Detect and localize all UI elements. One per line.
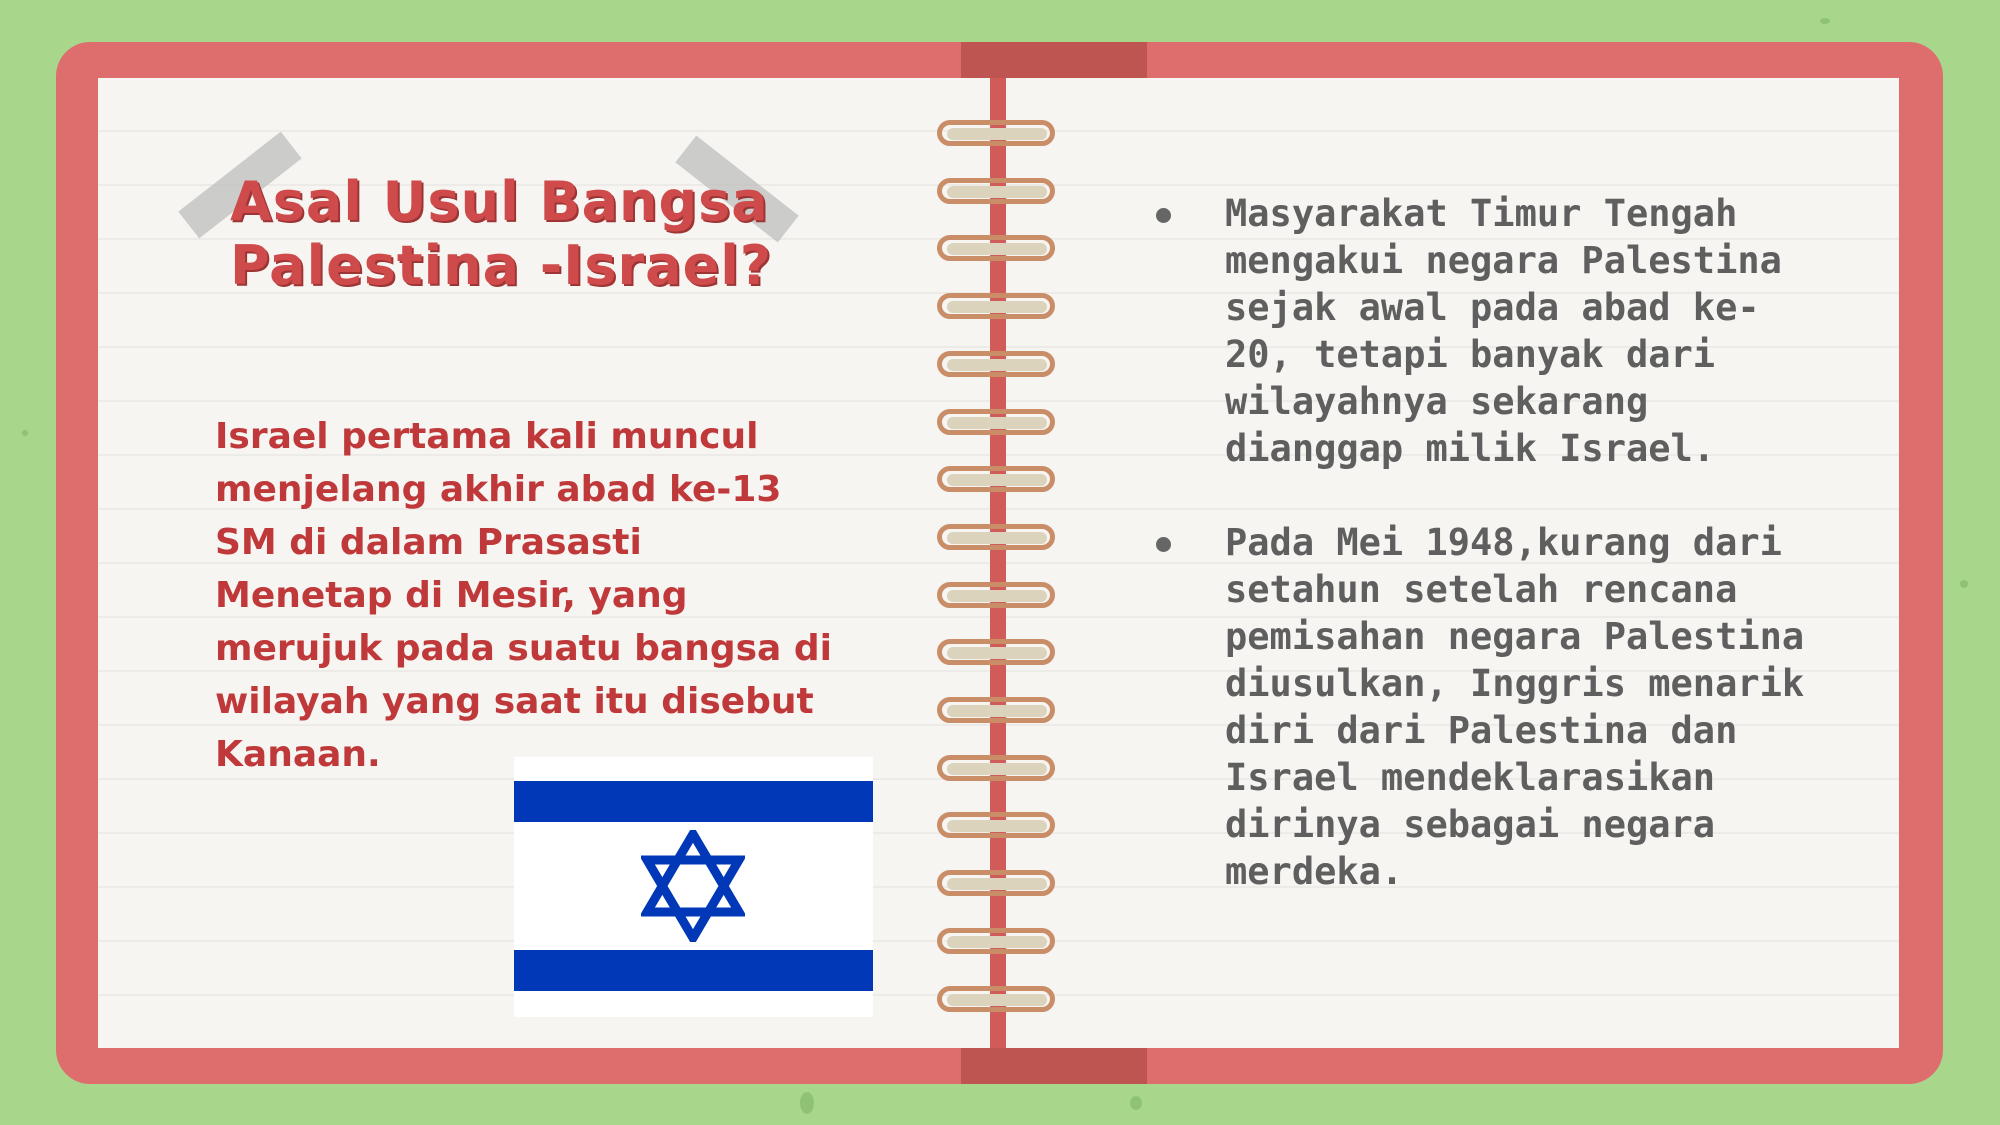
notebook-spine xyxy=(990,78,1006,1048)
bullet-dot-icon xyxy=(1156,208,1171,223)
paragraph-line: Menetap di Mesir, yang xyxy=(215,575,688,616)
list-item xyxy=(1150,519,1850,895)
bullet-line: sejak awal pada abad ke- xyxy=(1225,286,1760,329)
flag-stripe-bottom xyxy=(514,950,873,991)
cover-band-top xyxy=(961,42,1147,78)
spiral-ring-icon xyxy=(937,928,1059,958)
bullet-line: setahun setelah rencana xyxy=(1225,568,1738,611)
bullet-line: Israel mendeklarasikan xyxy=(1225,756,1716,799)
spiral-ring-icon xyxy=(937,293,1059,323)
paragraph-line: menjelang akhir abad ke-13 xyxy=(215,469,782,510)
background-speck xyxy=(800,1092,814,1114)
paragraph-line: Israel pertama kali muncul xyxy=(215,416,759,457)
spiral-ring-icon xyxy=(937,639,1059,669)
left-paragraph xyxy=(215,410,835,781)
background-speck xyxy=(22,430,28,436)
paragraph-line: wilayah yang saat itu disebut xyxy=(215,681,814,722)
bullet-line: wilayahnya sekarang xyxy=(1225,380,1649,423)
background-speck xyxy=(1820,18,1830,24)
bullet-line: merdeka. xyxy=(1225,850,1404,893)
flag-stripe-top xyxy=(514,781,873,822)
bullet-list xyxy=(1150,190,1850,942)
cover-band-bottom xyxy=(961,1048,1147,1084)
title-line: Palestina -Israel? xyxy=(230,234,773,297)
spiral-ring-icon xyxy=(937,582,1059,612)
bullet-line: dianggap milik Israel. xyxy=(1225,427,1716,470)
spiral-ring-icon xyxy=(937,812,1059,842)
bullet-line: pemisahan negara Palestina xyxy=(1225,615,1805,658)
list-item xyxy=(1150,190,1850,472)
spiral-ring-icon xyxy=(937,524,1059,554)
bullet-line: 20, tetapi banyak dari xyxy=(1225,333,1716,376)
paragraph-line: SM di dalam Prasasti xyxy=(215,522,642,563)
spiral-ring-icon xyxy=(937,235,1059,265)
bullet-line: diri dari Palestina dan xyxy=(1225,709,1738,752)
page-title xyxy=(230,170,830,298)
israel-flag-icon xyxy=(514,757,873,1017)
spiral-ring-icon xyxy=(937,466,1059,496)
background-speck xyxy=(1130,1096,1142,1110)
paragraph-line: merujuk pada suatu bangsa di xyxy=(215,628,832,669)
spiral-ring-icon xyxy=(937,986,1059,1016)
spiral-ring-icon xyxy=(937,351,1059,381)
spiral-ring-icon xyxy=(937,755,1059,785)
spiral-ring-icon xyxy=(937,120,1059,150)
paragraph-line: Kanaan. xyxy=(215,734,381,775)
bullet-dot-icon xyxy=(1156,537,1171,552)
spiral-ring-icon xyxy=(937,697,1059,727)
bullet-line: mengakui negara Palestina xyxy=(1225,239,1782,282)
bullet-line: Pada Mei 1948,kurang dari xyxy=(1225,521,1782,564)
spiral-ring-icon xyxy=(937,409,1059,439)
bullet-line: diusulkan, Inggris menarik xyxy=(1225,662,1805,705)
bullet-line: dirinya sebagai negara xyxy=(1225,803,1716,846)
background-speck xyxy=(1960,580,1968,588)
spiral-ring-icon xyxy=(937,870,1059,900)
spiral-ring-icon xyxy=(937,178,1059,208)
star-of-david-icon xyxy=(641,830,745,942)
bullet-line: Masyarakat Timur Tengah xyxy=(1225,192,1738,235)
title-line: Asal Usul Bangsa xyxy=(230,170,769,233)
